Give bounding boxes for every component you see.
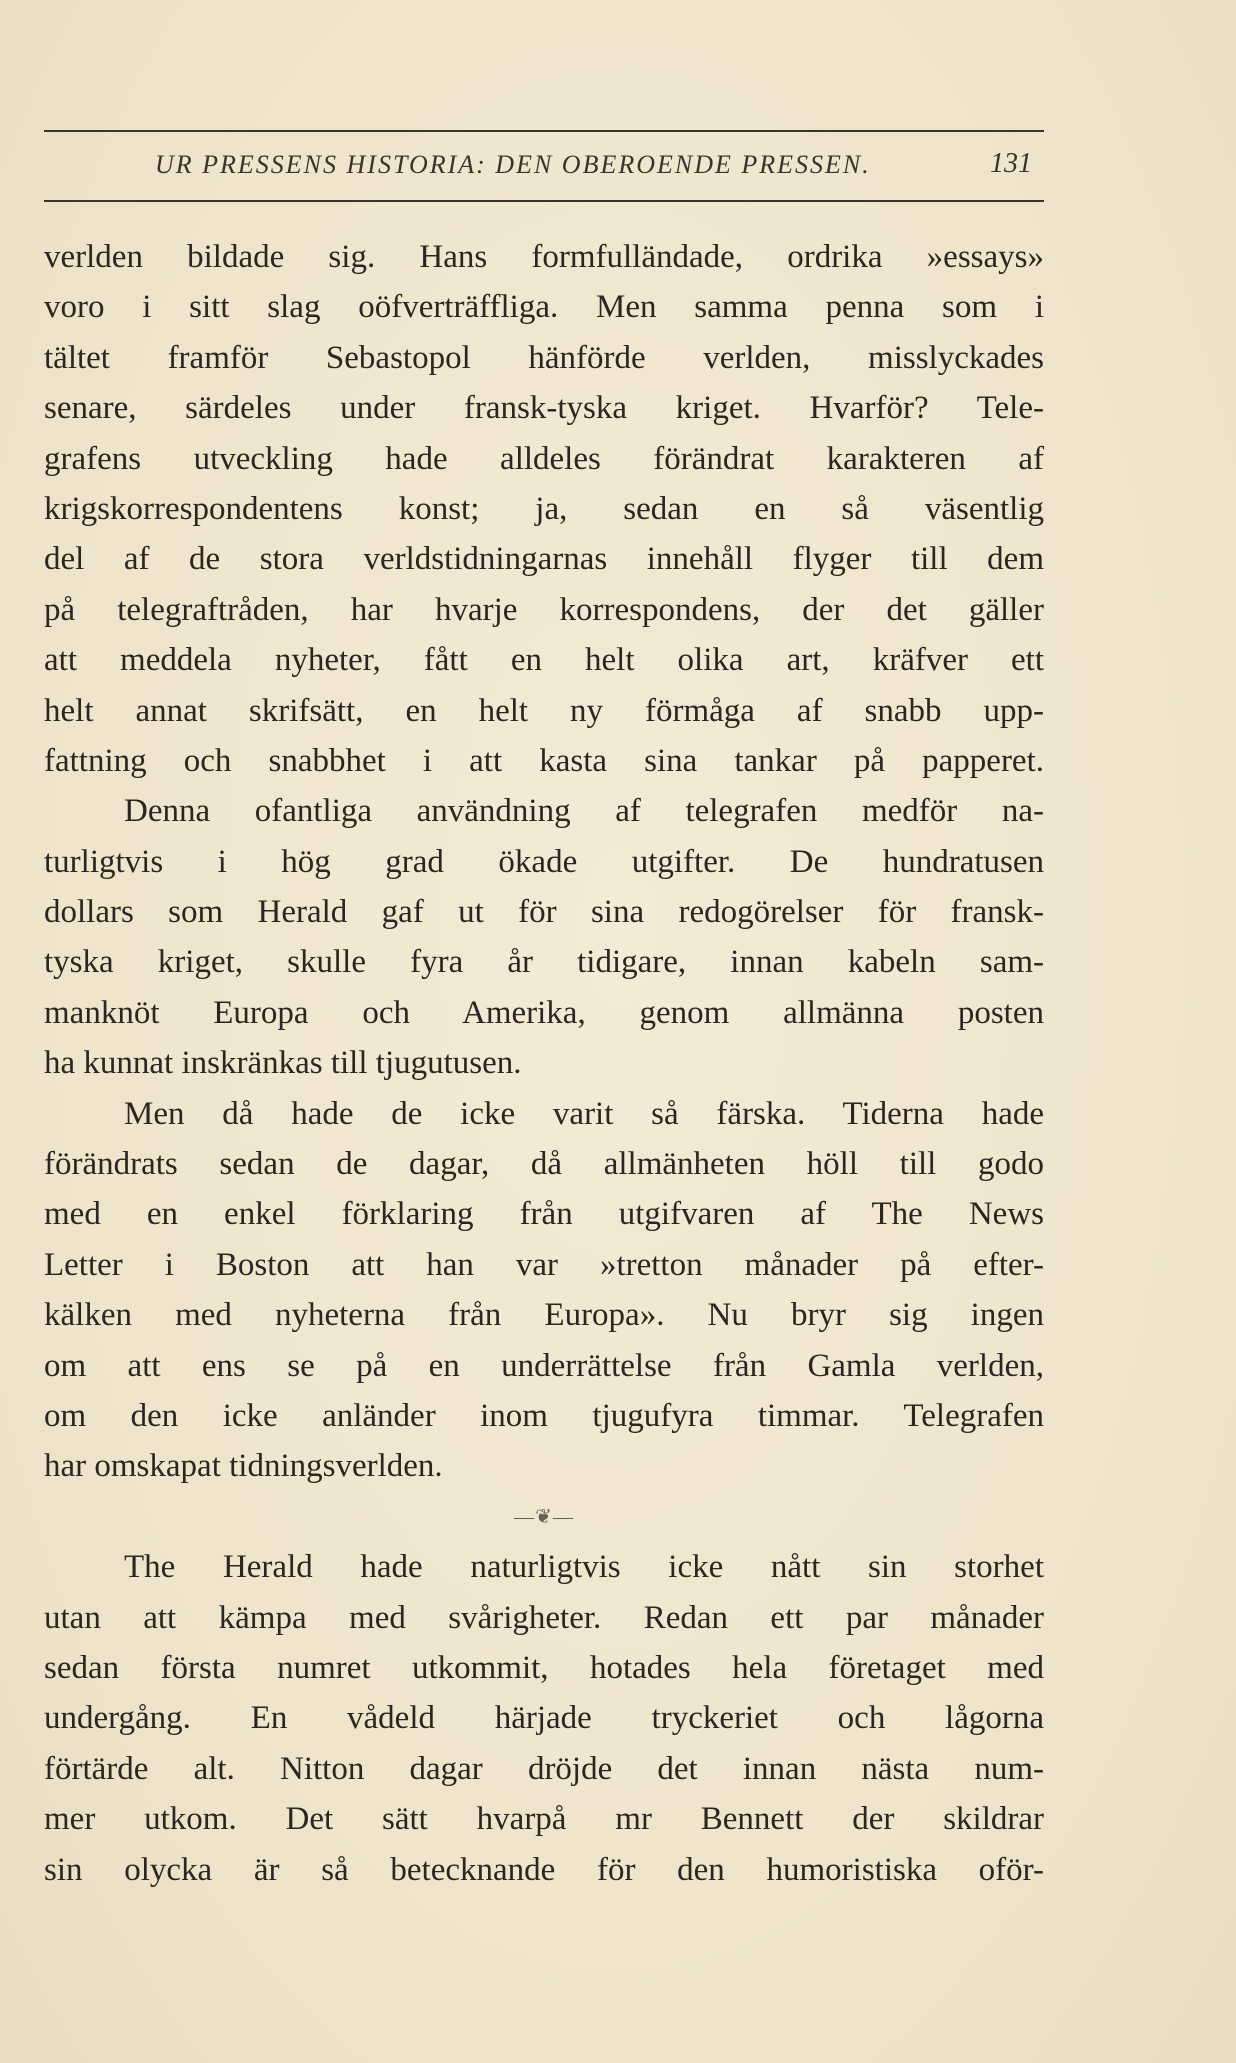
text-line: verlden bildade sig. Hans formfulländade, ordrika »essays» [44,239,1044,275]
running-head: UR PRESSENS HISTORIA: DEN OBEROENDE PRESSEN. [155,150,871,179]
text-line: kälken med nyheterna från Europa». Nu bryr sig ingen [44,1297,1044,1334]
text-line: att meddela nyheter, fått en helt olika art, kräfver ett [44,642,1044,679]
text-line: om den icke anländer inom tjugufyra timmar. Telegrafen [44,1397,1044,1434]
header-rule-bottom [44,200,1044,202]
text-line: senare, särdeles under fransk-tyska kriget. Hvarför? Tele- [44,390,1044,427]
page-number: 131 [990,148,1032,179]
text-line: Men då hade de icke varit så färska. Tiderna hade [124,1095,1044,1132]
text-line: förtärde alt. Nitton dagar dröjde det innan nästa num- [44,1750,1044,1787]
text-line: sin olycka är så betecknande för den humoristiska oför- [44,1851,1044,1888]
text-line: på telegraftråden, har hvarje korrespondens, der det gäller [44,591,1044,628]
section-ornament: —❦— [514,1505,574,1528]
text-line: tyska kriget, skulle fyra år tidigare, innan kabeln sam- [44,944,1044,981]
header-rule-top [44,130,1044,132]
text-line: med en enkel förklaring från utgifvaren af The News [44,1196,1044,1233]
text-line: har omskapat tidningsverlden. [44,1448,443,1485]
text-line: förändrats sedan de dagar, då allmänheten höll till godo [44,1146,1044,1183]
text-line: sedan första numret utkommit, hotades hela företaget med [44,1649,1044,1686]
text-line: ha kunnat inskränkas till tjugutusen. [44,1045,522,1082]
text-line: utan att kämpa med svårigheter. Redan ett par månader [44,1599,1044,1636]
text-line: voro i sitt slag oöfverträffliga. Men samma penna som i [44,289,1044,326]
text-line: turligtvis i hög grad ökade utgifter. De hundratusen [44,843,1044,880]
text-line: mer utkom. Det sätt hvarpå mr Bennett der skildrar [44,1801,1044,1838]
text-line: del af de stora verldstidningarnas innehåll flyger till dem [44,541,1044,578]
text-line: Letter i Boston att han var »tretton månader på efter- [44,1246,1044,1283]
text-line: dollars som Herald gaf ut för sina redogörelser för fransk- [44,894,1044,931]
text-line: om att ens se på en underrättelse från Gamla verlden, [44,1347,1044,1384]
text-line: manknöt Europa och Amerika, genom allmänna posten [44,994,1044,1031]
body-text [44,232,1044,1895]
text-line: helt annat skrifsätt, en helt ny förmåga af snabb upp- [44,692,1044,729]
text-line: grafens utveckling hade alldeles förändrat karakteren af [44,440,1044,477]
text-line: fattning och snabbhet i att kasta sina tankar på papperet. [44,742,1044,779]
text-line: Denna ofantliga användning af telegrafen medför na- [124,793,1044,830]
text-line: tältet framför Sebastopol hänförde verlden, misslyckades [44,339,1044,376]
text-line: krigskorrespondentens konst; ja, sedan en så väsentlig [44,490,1044,527]
text-line: The Herald hade naturligtvis icke nått sin storhet [124,1549,1044,1586]
text-line: undergång. En vådeld härjade tryckeriet och lågorna [44,1700,1044,1737]
